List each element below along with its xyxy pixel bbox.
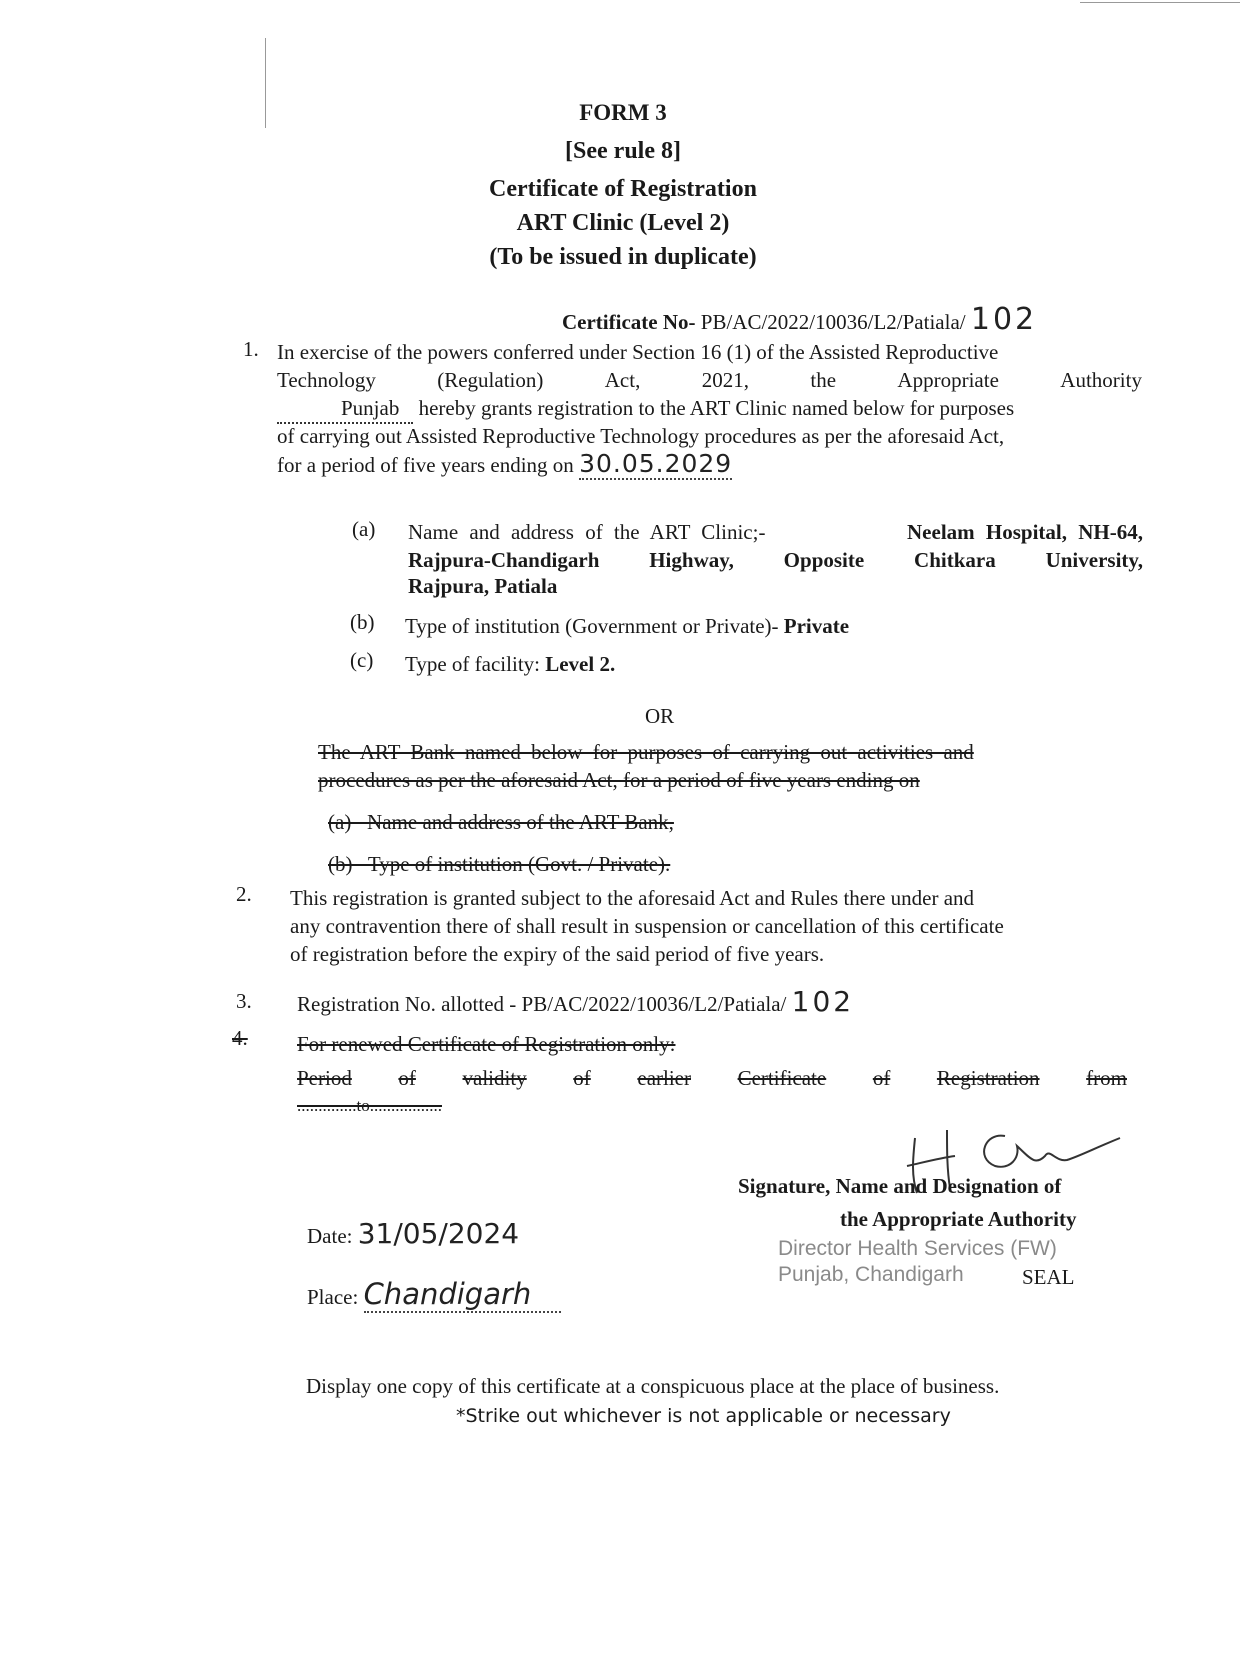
- word: Period: [297, 1066, 352, 1090]
- clause-1-line-3-text: hereby grants registration to the ART Clinic named below for purposes: [418, 396, 1015, 420]
- clause-2-line-2: any contravention there of shall result in suspension or cancellation of this certificate: [290, 914, 1004, 938]
- signature-line-1: Signature, Name and Designation of: [738, 1174, 1062, 1198]
- institution-type-value: Private: [783, 614, 850, 638]
- word: of: [872, 1066, 891, 1090]
- clause-2-line-1: This registration is granted subject to the aforesaid Act and Rules there under and: [290, 886, 975, 910]
- clause-1-number: 1.: [243, 337, 259, 361]
- word: from: [1086, 1066, 1127, 1090]
- word: of: [398, 1066, 416, 1090]
- clause-1-line-4: of carrying out Assisted Reproductive Technology procedures as per the aforesaid Act,: [277, 424, 1005, 448]
- item-a-line-2: [408, 546, 1143, 574]
- authority-value: Punjab: [341, 396, 400, 420]
- item-c-row: [405, 650, 615, 678]
- scan-top-line: [1080, 2, 1240, 3]
- seal-label: SEAL: [1022, 1265, 1075, 1289]
- rule-reference: [See rule 8]: [565, 138, 681, 164]
- signature-line-2: the Appropriate Authority: [840, 1207, 1077, 1231]
- display-note: Display one copy of this certificate at a conspicuous place at the place of business.: [306, 1374, 1000, 1398]
- place-value: Chandigarh: [364, 1277, 562, 1313]
- item-b-label: (b): [350, 610, 375, 634]
- clinic-name: Neelam Hospital, NH-64,: [907, 520, 1143, 544]
- bank-line-2: procedures as per the aforesaid Act, for a period of five years ending on: [318, 768, 920, 792]
- duplicate-note: (To be issued in duplicate): [489, 244, 757, 270]
- item-c-text: Type of facility:: [405, 652, 540, 676]
- clause-1-line-2: [277, 366, 1142, 394]
- authority-field: [277, 394, 413, 424]
- item-a-text: Name and address of the ART Clinic;-: [408, 520, 766, 544]
- period-text: for a period of five years ending on: [277, 453, 574, 477]
- place-row: [307, 1277, 561, 1311]
- certificate-number: PB/AC/2022/10036/L2/Patiala/: [700, 310, 966, 334]
- bank-item-a: (a) Name and address of the ART Bank,: [328, 810, 674, 834]
- item-c-label: (c): [350, 648, 374, 672]
- word: the: [810, 368, 837, 392]
- bank-item-b: (b) Type of institution (Govt. / Private).: [328, 852, 671, 876]
- clause-2-line-3: of registration before the expiry of the said period of five years.: [290, 942, 825, 966]
- or-separator: OR: [645, 704, 675, 728]
- end-date-handwritten: 30.05.2029: [579, 449, 733, 478]
- registration-number: PB/AC/2022/10036/L2/Patiala/: [521, 992, 787, 1016]
- word: Certificate: [737, 1066, 827, 1090]
- date-label: Date:: [307, 1224, 353, 1248]
- strike-note: *Strike out whichever is not applicable or necessary: [456, 1405, 951, 1427]
- clause-4-number: 4.: [232, 1026, 248, 1050]
- clause-1-line-5: [277, 450, 732, 479]
- word: (Regulation): [437, 368, 544, 392]
- stamp-line-1: Director Health Services (FW): [778, 1237, 1057, 1260]
- certificate-handwritten-number: 102: [970, 302, 1038, 337]
- clause-1-line-1: In exercise of the powers conferred under Section 16 (1) of the Assisted Reproductive: [277, 340, 999, 364]
- clinic-address-line-2: Rajpura-Chandigarh Highway, Opposite Chitkara University,: [408, 548, 1143, 572]
- item-a-line-1: [408, 518, 1143, 546]
- item-a-label: (a): [352, 517, 376, 541]
- word: of: [573, 1066, 591, 1090]
- place-label: Place:: [307, 1285, 359, 1309]
- date-row: [307, 1217, 520, 1250]
- stamp-line-2: Punjab, Chandigarh: [778, 1263, 964, 1286]
- word: Technology: [277, 368, 376, 392]
- clinic-address-line-3: Rajpura, Patiala: [408, 574, 558, 598]
- item-b-row: [405, 612, 849, 640]
- form-number: FORM 3: [579, 100, 667, 125]
- certificate-title: Certificate of Registration: [489, 176, 757, 202]
- clinic-level-title: ART Clinic (Level 2): [516, 210, 730, 236]
- item-a-line-3: [408, 572, 557, 600]
- word: earlier: [637, 1066, 691, 1090]
- word: Appropriate: [897, 368, 999, 392]
- word: Authority: [1060, 368, 1142, 392]
- word: validity: [462, 1066, 527, 1090]
- word: Registration: [936, 1066, 1040, 1090]
- word: 2021,: [701, 368, 749, 392]
- certificate-number-row: [562, 302, 1038, 337]
- word: Act,: [604, 368, 641, 392]
- certificate-label: Certificate No-: [562, 310, 696, 334]
- bank-line-1: The ART Bank named below for purposes of carrying out activities and: [318, 740, 974, 764]
- registration-label: Registration No. allotted -: [297, 992, 517, 1016]
- facility-type-value: Level 2.: [545, 652, 616, 676]
- item-b-text: Type of institution (Government or Private)-: [405, 614, 779, 638]
- date-value: 31/05/2024: [357, 1217, 520, 1250]
- registration-handwritten-number: 102: [791, 985, 855, 1018]
- clause-2-number: 2.: [236, 882, 252, 906]
- clause-1-line-3: [277, 394, 1142, 424]
- clause-4-line-2: [297, 1064, 1127, 1092]
- clause-4-line-1: For renewed Certificate of Registration only:: [297, 1032, 676, 1056]
- clause-3-row: [297, 985, 855, 1018]
- clause-3-number: 3.: [236, 989, 252, 1013]
- clause-4-line-3: ..............to.................: [297, 1096, 442, 1115]
